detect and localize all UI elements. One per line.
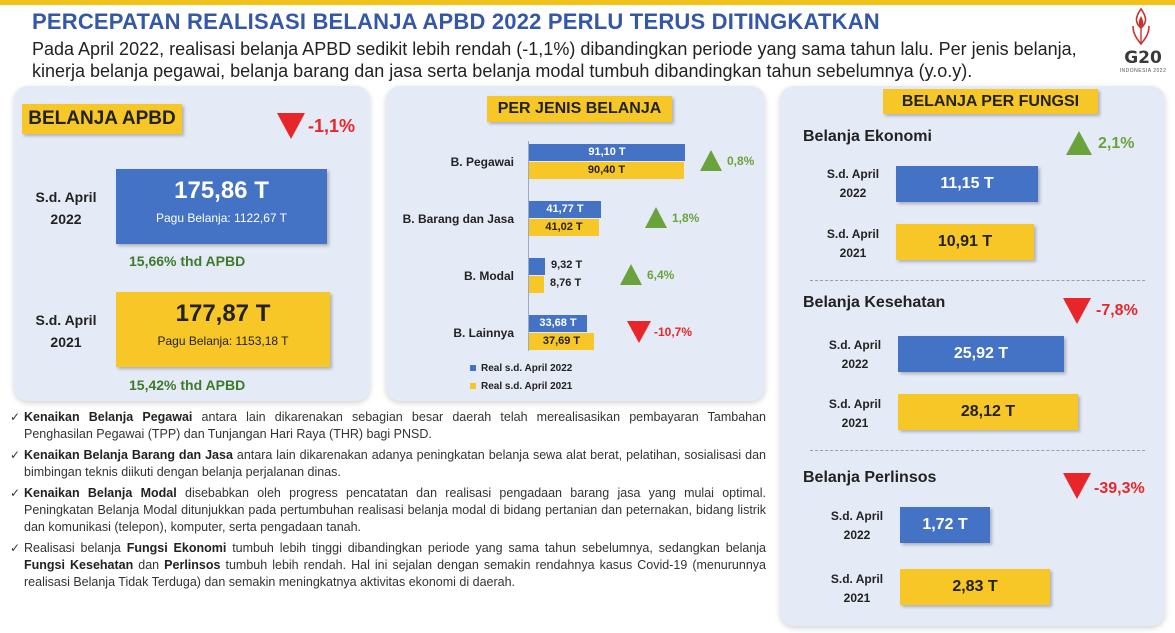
bullet-item <box>10 409 766 443</box>
bullet-bold: Fungsi Ekonomi <box>126 541 227 555</box>
category-label: B. Modal <box>464 269 514 283</box>
g20-logo <box>1118 8 1168 76</box>
check-icon: ✓ <box>10 541 21 555</box>
check-icon: ✓ <box>10 410 21 424</box>
jenis-title: PER JENIS BELANJA <box>487 96 672 122</box>
bar-value-label: 9,32 T <box>551 259 583 271</box>
bullet-text: Realisasi belanja <box>24 541 127 555</box>
change-label: 0,8% <box>727 154 755 168</box>
fungsi-perlinsos-change: -39,3% <box>1094 480 1145 497</box>
g20-flower-icon <box>1130 8 1152 46</box>
bullet-text: tumbuh lebih rendah. Hal ini sejalan dengan semakin rendahnya kasus Covid-19 (menurunnya realisasi Belanja Tidak Terduga) dan semakin meningkatnya aktivitas ekonomi di daerah. <box>24 558 766 589</box>
bullet-text: disebabkan oleh progress pencatatan dan realisasi pengadaan barang jasa yang mulai optimal. Peningkatan Belanja Modal ditunjukkan pada pertumbuhan realisasi belanja modal di bidang pertanian dan peternakan, bidang listrik dan komunikasi (telepon), komputer, serta pengadaan tanah. <box>24 486 766 534</box>
bullet-bold: Kenaikan Belanja Modal <box>24 486 177 500</box>
bullet-text: antara lain dikarenakan sebagian besar daerah telah merealisasikan pembayaran Tambahan Penghasilan Pegawai (TPP) dan Tunjangan Hari Raya (THR) bagi PNSD. <box>24 410 766 441</box>
apbd-pagu-2022: Pagu Belanja: 1122,67 T <box>156 211 287 225</box>
bar-2022: 91,10 T <box>529 144 685 161</box>
bar-2021: 41,02 T <box>529 219 599 236</box>
g20-logo-subtext: INDONESIA 2022 <box>1119 68 1167 74</box>
divider <box>810 450 1145 451</box>
fungsi-perlinsos-period-2021: S.d. April 2021 <box>830 572 884 605</box>
bullet-item <box>10 540 766 591</box>
apbd-share-2021: 15,42% thd APBD <box>129 377 246 393</box>
legend-swatch-2021 <box>470 383 476 389</box>
category-label: B. Barang dan Jasa <box>402 212 514 226</box>
top-accent-bar <box>0 0 1175 5</box>
up-arrow-icon <box>700 150 722 171</box>
apbd-change: -1,1% <box>308 116 356 136</box>
fungsi-ekonomi-period-2021: S.d. April 2021 <box>826 227 880 260</box>
up-arrow-icon <box>620 264 642 285</box>
fungsi-kesehatan-period-2021: S.d. April 2021 <box>828 397 882 430</box>
bar-2022 <box>529 258 545 275</box>
legend-label-2022: Real s.d. April 2022 <box>481 363 573 374</box>
fungsi-kesehatan-change: -7,8% <box>1096 302 1138 319</box>
bullet-text: antara lain dikarenakan adanya peningkatan belanja sewa alat berat, pelatihan, sosialisasi dan bimbingan teknis diikuti dengan belanja perjalanan dinas. <box>24 448 767 479</box>
apbd-value-2022-box <box>116 169 327 244</box>
page-title: PERCEPATAN REALISASI BELANJA APBD 2022 PERLU TERUS DITINGKATKAN <box>32 9 880 34</box>
bullet-bold: Kenaikan Belanja Barang dan Jasa <box>24 448 233 462</box>
bar-2022: 41,77 T <box>529 201 601 218</box>
apbd-title: BELANJA APBD <box>22 104 182 134</box>
fungsi-kesehatan-value-2022: 25,92 T <box>898 336 1064 372</box>
fungsi-perlinsos-title: Belanja Perlinsos <box>803 469 937 486</box>
down-arrow-icon <box>1063 473 1091 499</box>
explanation-bullets <box>10 409 766 595</box>
intro-text: Pada April 2022, realisasi belanja APBD sedikit lebih rendah (-1,1%) dibandingkan periode yang sama tahun lalu. Per jenis belanja, kinerja belanja pegawai, belanja barang dan jasa serta belanja modal tumbuh dibandingkan tahun sebelumnya (y.o.y). <box>32 39 1077 81</box>
bullet-bold: Perlinsos <box>164 558 221 572</box>
down-arrow-icon <box>627 321 651 343</box>
bullet-item <box>10 485 766 536</box>
change-label: -10,7% <box>654 325 693 339</box>
legend-2022 <box>470 363 572 374</box>
legend-label-2021: Real s.d. April 2021 <box>481 381 573 392</box>
check-icon: ✓ <box>10 448 21 462</box>
change-label: 1,8% <box>672 211 700 225</box>
apbd-pagu-2021: Pagu Belanja: 1153,18 T <box>157 334 289 348</box>
check-icon: ✓ <box>10 486 21 500</box>
fungsi-perlinsos-value-2022: 1,72 T <box>900 507 990 543</box>
bar-2021 <box>529 276 544 293</box>
fungsi-kesehatan-value-2021: 28,12 T <box>898 394 1078 430</box>
fungsi-kesehatan-title: Belanja Kesehatan <box>803 294 946 311</box>
fungsi-ekonomi-title: Belanja Ekonomi <box>803 128 932 145</box>
bullet-item <box>10 447 766 481</box>
bullet-text: dan <box>133 558 165 572</box>
bar-value-label: 8,76 T <box>550 277 582 289</box>
change-label: 6,4% <box>647 268 675 282</box>
apbd-period-2022: S.d. April 2022 <box>35 189 97 227</box>
fungsi-ekonomi-period-2022: S.d. April 2022 <box>826 167 880 200</box>
fungsi-perlinsos-value-2021: 2,83 T <box>900 569 1050 605</box>
apbd-value-2021: 177,87 T <box>175 300 271 327</box>
bullet-text: tumbuh lebih tinggi dibandingkan periode yang sama tahun sebelumnya, sedangkan belanja <box>226 541 767 555</box>
apbd-value-2021-box <box>116 292 330 367</box>
bar-2021: 90,40 T <box>529 162 684 179</box>
apbd-period-2021: S.d. April 2021 <box>35 312 97 350</box>
divider <box>810 280 1145 281</box>
up-arrow-icon <box>1066 131 1092 155</box>
bullet-bold: Fungsi Kesehatan <box>24 558 134 572</box>
bar-2021: 37,69 T <box>529 333 594 350</box>
fungsi-title: BELANJA PER FUNGSI <box>883 89 1098 114</box>
category-label: B. Pegawai <box>450 155 514 169</box>
bar-2022: 33,68 T <box>529 315 587 332</box>
bullet-bold: Kenaikan Belanja Pegawai <box>24 410 193 424</box>
category-label: B. Lainnya <box>453 326 514 340</box>
fungsi-ekonomi-value-2022: 11,15 T <box>896 166 1038 202</box>
fungsi-perlinsos-period-2022: S.d. April 2022 <box>830 509 884 542</box>
apbd-value-2022: 175,86 T <box>174 177 269 204</box>
up-arrow-icon <box>645 207 667 228</box>
legend-swatch-2022 <box>470 365 476 371</box>
down-arrow-icon <box>277 113 305 139</box>
fungsi-kesehatan-period-2022: S.d. April 2022 <box>828 338 882 371</box>
apbd-share-2022: 15,66% thd APBD <box>129 253 246 269</box>
g20-logo-text: G20 <box>1124 48 1162 68</box>
legend-2021 <box>470 381 572 392</box>
fungsi-ekonomi-value-2021: 10,91 T <box>896 224 1034 260</box>
fungsi-ekonomi-change: 2,1% <box>1098 135 1135 152</box>
down-arrow-icon <box>1063 298 1091 324</box>
jenis-panel <box>386 86 765 401</box>
